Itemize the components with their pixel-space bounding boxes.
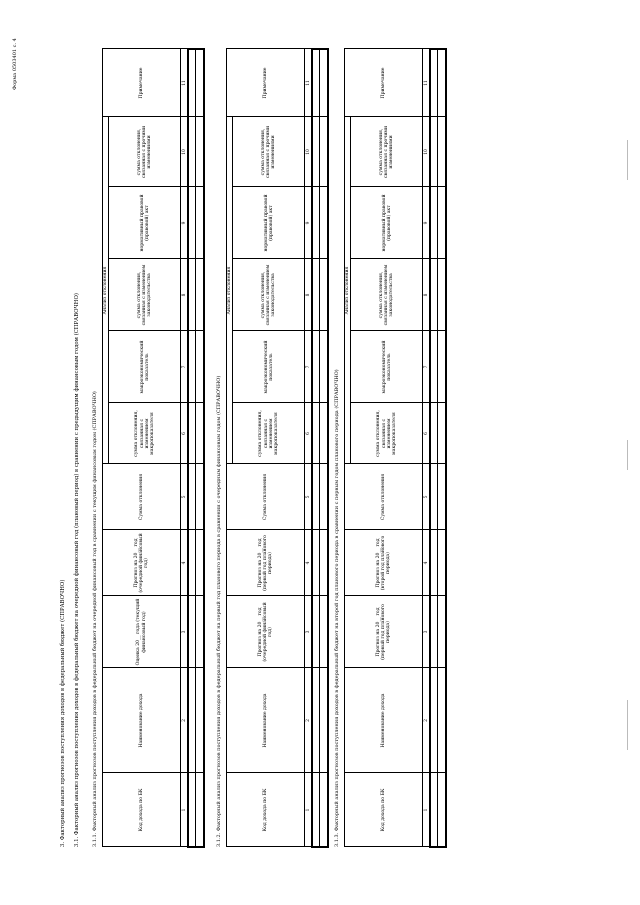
col-header-code: Код дохода по БК	[227, 773, 305, 847]
col-number-row	[305, 49, 312, 847]
analysis-col-legal-act: нормативный правовой (правовой) акт	[351, 187, 423, 259]
col-number: 9	[305, 187, 312, 259]
col-header-deviation: Сумма отклонения	[227, 464, 305, 530]
analysis-header: Анализ отклонения	[103, 117, 109, 464]
col-number: 4	[305, 530, 312, 596]
col-number: 10	[423, 117, 430, 187]
col-header-name: Наименование дохода	[345, 668, 423, 773]
col-number: 11	[305, 49, 312, 117]
col-header-note: Примечание	[227, 49, 305, 117]
col-header-forecast: Прогноз на 20__ год (второй год планового периода)	[345, 530, 423, 596]
analysis-header: Анализ отклонения	[227, 117, 233, 464]
col-number: 3	[181, 596, 188, 668]
table-3	[344, 48, 447, 848]
table-row	[438, 49, 446, 847]
scan-edge-mark	[627, 440, 628, 470]
analysis-col-macro-sum: сумма отклонения, связанная с изменением макропоказателя	[233, 403, 305, 464]
analysis-col-legal-act: нормативный правовой (правовой) акт	[109, 187, 181, 259]
col-header-code: Код дохода по БК	[345, 773, 423, 847]
analysis-col-other-sum: сумма отклонения, связанная с прочими изменениями	[233, 117, 305, 187]
col-number: 5	[423, 464, 430, 530]
col-number: 5	[181, 464, 188, 530]
form-code: Форма 0503401 с. 4	[12, 38, 18, 90]
col-number: 7	[423, 331, 430, 403]
analysis-col-law-sum: сумма отклонения, связанная с изменением законодательства	[233, 259, 305, 331]
col-number: 5	[305, 464, 312, 530]
col-number: 9	[423, 187, 430, 259]
table-2	[226, 48, 329, 848]
analysis-col-macro-indicator: макроэкономический показатель	[351, 331, 423, 403]
col-number: 1	[181, 773, 188, 847]
table-row	[196, 49, 204, 847]
section-title: 3. Факторный анализ прогнозов поступления доходов в федеральный бюджет (СПРАВОЧНО)	[60, 579, 66, 847]
col-number: 10	[181, 117, 188, 187]
col-number: 2	[423, 668, 430, 773]
table-1-caption: 3.1.1. Факторный анализ прогнозов поступления доходов в федеральный бюджет на очередной финансовый год в сравнении с текущим финансовым годом (СПРАВОЧНО)	[92, 391, 98, 847]
col-header-forecast: Прогноз на 20__ год (первый год планового периода)	[227, 530, 305, 596]
col-number: 6	[423, 403, 430, 464]
col-number: 6	[181, 403, 188, 464]
col-header-note: Примечание	[103, 49, 181, 117]
col-number: 7	[181, 331, 188, 403]
subsection-title: 3.1. Факторный анализ прогнозов поступления доходов в федеральный бюджет на очередной финансовый год (плановый период) в сравнении с предыдущим финансовым годом (СПРАВОЧНО)	[74, 293, 80, 847]
col-number: 2	[181, 668, 188, 773]
col-number-row	[181, 49, 188, 847]
col-number: 6	[305, 403, 312, 464]
col-header-deviation: Сумма отклонения	[345, 464, 423, 530]
col-header-forecast: Прогноз на 20__ год (очередной финансовый год)	[103, 530, 181, 596]
col-number: 3	[305, 596, 312, 668]
table-1	[102, 48, 205, 848]
analysis-col-legal-act: нормативный правовой (правовой) акт	[233, 187, 305, 259]
col-number: 3	[423, 596, 430, 668]
scan-edge-mark	[627, 700, 628, 750]
analysis-col-macro-sum: сумма отклонения, связанная с изменением макропоказателя	[351, 403, 423, 464]
col-header-note: Примечание	[345, 49, 423, 117]
col-number: 8	[181, 259, 188, 331]
col-number-row	[423, 49, 430, 847]
col-number: 8	[423, 259, 430, 331]
col-number: 1	[423, 773, 430, 847]
col-number: 11	[181, 49, 188, 117]
col-number: 2	[305, 668, 312, 773]
col-number: 11	[423, 49, 430, 117]
col-number: 4	[181, 530, 188, 596]
col-header-code: Код дохода по БК	[103, 773, 181, 847]
col-number: 4	[423, 530, 430, 596]
analysis-col-law-sum: сумма отклонения, связанная с изменением законодательства	[351, 259, 423, 331]
analysis-col-macro-sum: сумма отклонения, связанная с изменением макропоказателя	[109, 403, 181, 464]
table-row	[312, 49, 320, 847]
analysis-col-macro-indicator: макроэкономический показатель	[233, 331, 305, 403]
scan-edge-mark	[627, 140, 628, 180]
col-header-deviation: Сумма отклонения	[103, 464, 181, 530]
table-2-caption: 3.1.2. Факторный анализ прогнозов поступления доходов в федеральный бюджет на первый год планового периода в сравнении с очередным финансовым годом (СПРАВОЧНО)	[216, 375, 222, 847]
analysis-col-other-sum: сумма отклонения, связанная с прочими изменениями	[109, 117, 181, 187]
col-number: 1	[305, 773, 312, 847]
table-3-caption: 3.1.3. Факторный анализ прогнозов поступления доходов в федеральный бюджет на второй год планового периода в сравнении с первым годом планового периода (СПРАВОЧНО)	[334, 369, 340, 847]
analysis-col-macro-indicator: макроэкономический показатель	[109, 331, 181, 403]
col-header-base: Прогноз на 20__ год (первый год планового периода)	[345, 596, 423, 668]
table-row	[430, 49, 438, 847]
col-header-name: Наименование дохода	[103, 668, 181, 773]
col-number: 7	[305, 331, 312, 403]
col-number: 8	[305, 259, 312, 331]
analysis-col-other-sum: сумма отклонения, связанная с прочими изменениями	[351, 117, 423, 187]
col-number: 10	[305, 117, 312, 187]
col-header-base: Прогноз на 20__ год (очередной финансовый год)	[227, 596, 305, 668]
table-row	[188, 49, 196, 847]
col-header-name: Наименование дохода	[227, 668, 305, 773]
analysis-header: Анализ отклонения	[345, 117, 351, 464]
col-number: 9	[181, 187, 188, 259]
col-header-base: Оценка 20__ года (текущий финансовый год)	[103, 596, 181, 668]
analysis-col-law-sum: сумма отклонения, связанная с изменением законодательства	[109, 259, 181, 331]
table-row	[320, 49, 328, 847]
